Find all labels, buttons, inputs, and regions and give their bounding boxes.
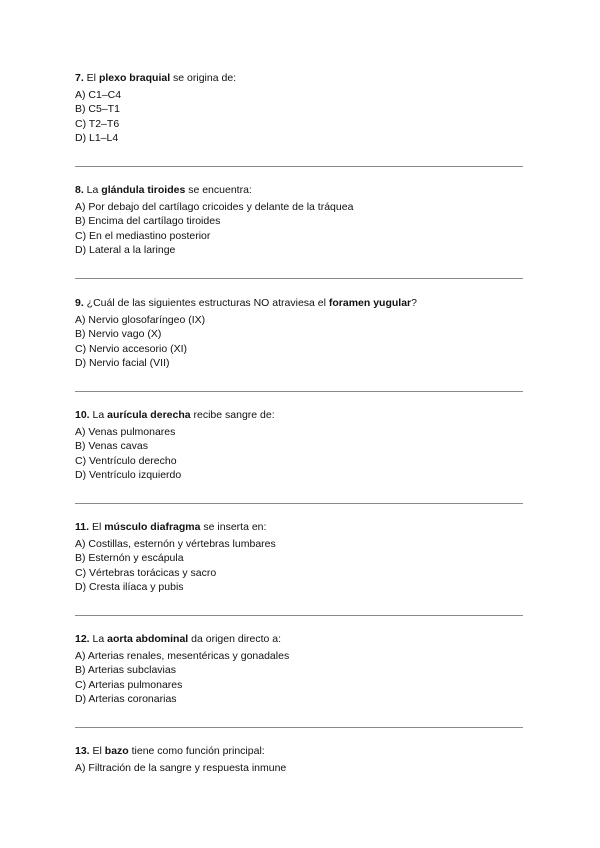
stem-text: recibe sangre de: [190, 409, 275, 421]
option-d: D) Ventrículo izquierdo [75, 469, 182, 482]
question-11-stem [75, 520, 525, 535]
stem-text: se origina de: [170, 72, 237, 84]
option-b: B) C5–T1 [75, 103, 120, 116]
option-d: D) Nervio facial (VII) [75, 357, 170, 370]
question-13 [75, 744, 525, 775]
question-7 [75, 71, 525, 146]
question-7-stem [75, 71, 525, 86]
option-b: B) Nervio vago (X) [75, 328, 162, 341]
question-8-stem [75, 183, 525, 198]
question-number: 9. [75, 297, 84, 309]
key-term: foramen yugular [328, 297, 412, 309]
stem-text: La [89, 633, 108, 645]
option-b: B) Encima del cartílago tiroides [75, 215, 221, 228]
option-b: B) Esternón y escápula [75, 552, 184, 565]
answer-options [75, 313, 525, 371]
answer-options [75, 425, 525, 483]
key-term: glándula tiroides [101, 184, 186, 196]
question-number: 7. [75, 72, 84, 84]
question-9 [75, 296, 525, 371]
question-number: 11. [75, 521, 90, 533]
stem-text: El [89, 745, 105, 757]
option-a: A) C1–C4 [75, 88, 122, 101]
option-c: C) Arterias pulmonares [75, 678, 183, 691]
question-11 [75, 520, 525, 595]
option-a: A) Arterias renales, mesentéricas y gonadales [75, 649, 290, 662]
question-10 [75, 408, 525, 483]
option-c: C) Ventrículo derecho [75, 454, 177, 467]
option-c: C) Vértebras torácicas y sacro [75, 566, 217, 579]
divider [75, 727, 523, 728]
option-a: A) Filtración de la sangre y respuesta inmune [75, 761, 287, 774]
question-9-stem [75, 296, 525, 311]
option-a: A) Nervio glosofaríngeo (IX) [75, 313, 206, 326]
key-term: músculo diafragma [104, 521, 201, 533]
option-d: D) Lateral a la laringe [75, 244, 176, 257]
option-a: A) Costillas, esternón y vértebras lumbares [75, 537, 276, 550]
answer-options [75, 88, 525, 146]
option-a: A) Venas pulmonares [75, 425, 176, 438]
question-number: 8. [75, 184, 84, 196]
option-c: C) Nervio accesorio (XI) [75, 342, 188, 355]
option-d: D) L1–L4 [75, 132, 119, 145]
stem-text: ¿Cuál de las siguientes estructuras NO atraviesa el [83, 297, 329, 309]
question-8 [75, 183, 525, 258]
question-12-stem [75, 632, 525, 647]
answer-options [75, 200, 525, 258]
question-number: 10. [75, 409, 90, 421]
divider [75, 166, 523, 167]
question-13-stem [75, 744, 525, 759]
key-term: plexo braquial [98, 72, 171, 84]
divider [75, 503, 523, 504]
key-term: aorta abdominal [107, 633, 189, 645]
divider [75, 615, 523, 616]
stem-text: El [83, 72, 99, 84]
option-c: C) En el mediastino posterior [75, 229, 211, 242]
divider [75, 278, 523, 279]
option-a: A) Por debajo del cartílago cricoides y delante de la tráquea [75, 200, 354, 213]
key-term: aurícula derecha [107, 409, 191, 421]
stem-text: El [89, 521, 105, 533]
question-12 [75, 632, 525, 707]
question-10-stem [75, 408, 525, 423]
answer-options [75, 649, 525, 707]
question-number: 12. [75, 633, 90, 645]
stem-text: La [83, 184, 102, 196]
stem-text: ? [411, 297, 417, 309]
option-b: B) Arterias subclavias [75, 664, 176, 677]
option-c: C) T2–T6 [75, 117, 120, 130]
stem-text: se encuentra: [185, 184, 252, 196]
answer-options [75, 761, 525, 776]
answer-options [75, 537, 525, 595]
divider [75, 391, 523, 392]
key-term: bazo [104, 745, 129, 757]
stem-text: se inserta en: [200, 521, 267, 533]
option-d: D) Arterias coronarias [75, 693, 177, 706]
stem-text: La [89, 409, 108, 421]
stem-text: da origen directo a: [188, 633, 282, 645]
question-number: 13. [75, 745, 90, 757]
stem-text: tiene como función principal: [128, 745, 265, 757]
option-d: D) Cresta ilíaca y pubis [75, 581, 184, 594]
option-b: B) Venas cavas [75, 440, 148, 453]
